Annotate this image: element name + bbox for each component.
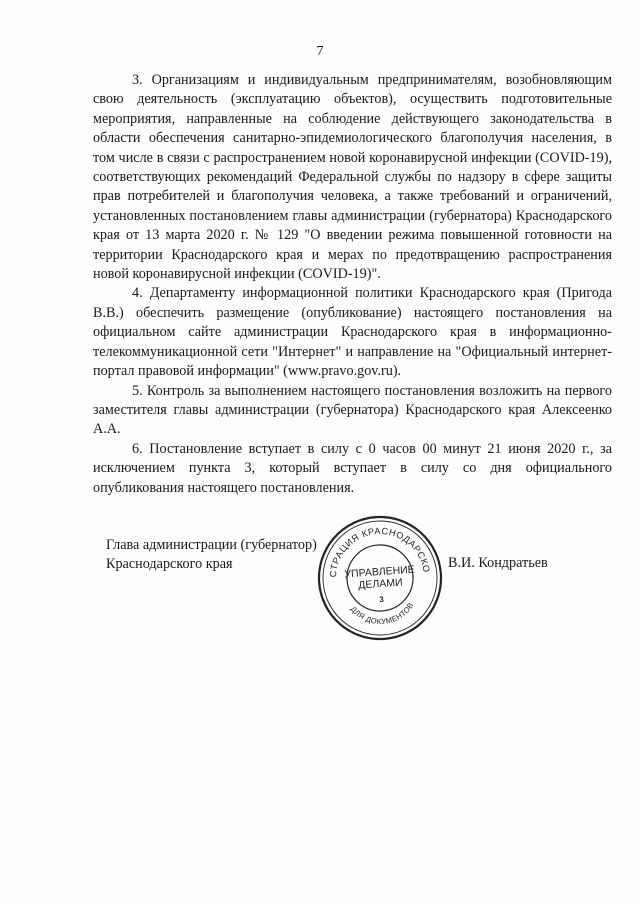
signatory-position-line1: Глава администрации (губернатор) <box>106 537 317 553</box>
paragraph-3: 3. Организациям и индивидуальным предпринимателям, возобновляющим свою деятельность (эксплуатацию объектов), осуществить подготовительные мероприятия, направленные на соблюдение действующего законодательства в области обеспечения санитарно-эпидемиологического благополучия населения, в том числе в связи с распространением новой коронавирусной инфекции (COVID-19), соответствующих рекомендаций Федеральной службы по надзору в сфере защиты прав потребителей и благополучия человека, а также требований и ограничений, установленных постановлением главы администрации (губернатора) Краснодарского края от 13 марта 2020 г. № 129 "О введении режима повышенной готовности на территории Краснодарского края и мерах по предотвращению распространения новой коронавирусной инфекции (COVID-19)". <box>93 72 612 283</box>
document-body <box>93 71 612 498</box>
signatory-position-line2: Краснодарского края <box>106 556 233 573</box>
paragraph-6: 6. Постановление вступает в силу с 0 часов 00 минут 21 июня 2020 г., за исключением пункта 3, который вступает в силу со дня официального опубликования настоящего постановления. <box>93 440 612 496</box>
paragraph-5: 5. Контроль за выполнением настоящего постановления возложить на первого заместителя главы администрации (губернатора) Краснодарского края Алексеенко А.А. <box>93 382 612 438</box>
signatory-name: В.И. Кондратьев <box>448 555 548 571</box>
stamp-center-line1: УПРАВЛЕНИЕ <box>344 563 416 581</box>
page-number: 7 <box>316 44 324 59</box>
signatory-position <box>106 536 317 575</box>
stamp-outer-text: АДМИНИСТРАЦИЯ КРАСНОДАРСКОГО КРАЯ <box>311 510 432 578</box>
paragraph-4: 4. Департаменту информационной политики Краснодарского края (Пригода В.В.) обеспечить размещение (опубликование) настоящего постановления на официальном сайте администрации Краснодарского края в информационно-телекоммуникационной сети "Интернет" и направление на "Официальный интернет-портал правовой информации" (www.pravo.gov.ru). <box>93 285 612 380</box>
stamp-number: 3 <box>378 594 385 605</box>
stamp-bottom-text: ДЛЯ ДОКУМЕНТОВ <box>348 600 416 627</box>
official-stamp <box>312 510 449 647</box>
stamp-graphic <box>312 510 449 647</box>
stamp-center-line2: ДЕЛАМИ <box>357 576 403 592</box>
